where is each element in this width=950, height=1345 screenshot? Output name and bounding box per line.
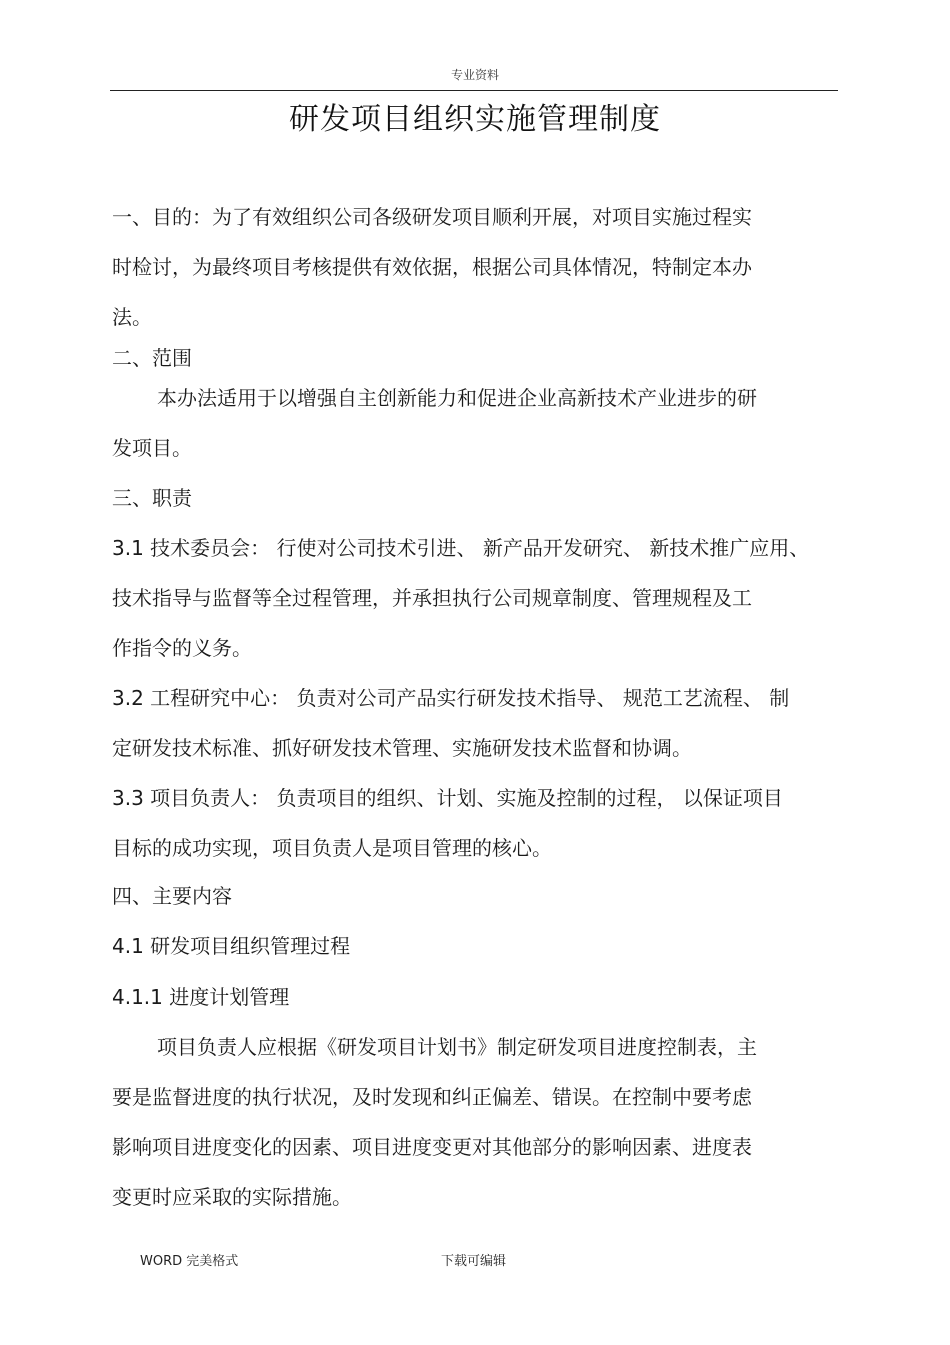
body-line-10: 作指令的义务。 bbox=[112, 636, 252, 660]
body-line-9: 技术指导与监督等全过程管理，并承担执行公司规章制度、管理规程及工 bbox=[112, 586, 752, 610]
footer-left-label: WORD 完美格式 bbox=[140, 1254, 239, 1269]
body-line-3: 法。 bbox=[112, 305, 152, 329]
page-header-label: 专业资料 bbox=[450, 68, 499, 82]
body-line-11: 3.2 工程研究中心： 负责对公司产品实行研发技术指导、 规范工艺流程、 制 bbox=[112, 686, 790, 710]
footer-right-label: 下载可编辑 bbox=[441, 1254, 507, 1269]
body-line-13: 3.3 项目负责人： 负责项目的组织、计划、实施及控制的过程， 以保证项目 bbox=[112, 786, 783, 810]
section-heading-duties: 三、职责 bbox=[112, 486, 192, 510]
body-line-1: 一、目的：为了有效组织公司各级研发项目顺利开展，对项目实施过程实 bbox=[112, 205, 752, 229]
body-line-19: 要是监督进度的执行状况，及时发现和纠正偏差、错误。在控制中要考虑 bbox=[112, 1085, 752, 1109]
body-line-18: 项目负责人应根据《研发项目计划书》制定研发项目进度控制表，主 bbox=[157, 1035, 757, 1059]
body-line-14: 目标的成功实现，项目负责人是项目管理的核心。 bbox=[112, 836, 552, 860]
body-line-8: 3.1 技术委员会： 行使对公司技术引进、 新产品开发研究、 新技术推广应用、 bbox=[112, 536, 810, 560]
body-line-6: 发项目。 bbox=[112, 436, 192, 460]
subsection-heading-4-1-1: 4.1.1 进度计划管理 bbox=[112, 985, 290, 1009]
body-line-12: 定研发技术标准、抓好研发技术管理、实施研发技术监督和协调。 bbox=[112, 736, 692, 760]
body-line-5: 本办法适用于以增强自主创新能力和促进企业高新技术产业进步的研 bbox=[157, 386, 757, 410]
subsection-heading-4-1: 4.1 研发项目组织管理过程 bbox=[112, 934, 351, 958]
section-heading-content: 四、主要内容 bbox=[112, 884, 232, 908]
document-title: 研发项目组织实施管理制度 bbox=[289, 102, 661, 137]
section-heading-scope: 二、范围 bbox=[112, 346, 192, 370]
body-line-21: 变更时应采取的实际措施。 bbox=[112, 1185, 352, 1209]
body-line-2: 时检讨，为最终项目考核提供有效依据，根据公司具体情况，特制定本办 bbox=[112, 255, 752, 279]
body-line-20: 影响项目进度变化的因素、项目进度变更对其他部分的影响因素、进度表 bbox=[112, 1135, 752, 1159]
header-divider bbox=[110, 90, 838, 91]
